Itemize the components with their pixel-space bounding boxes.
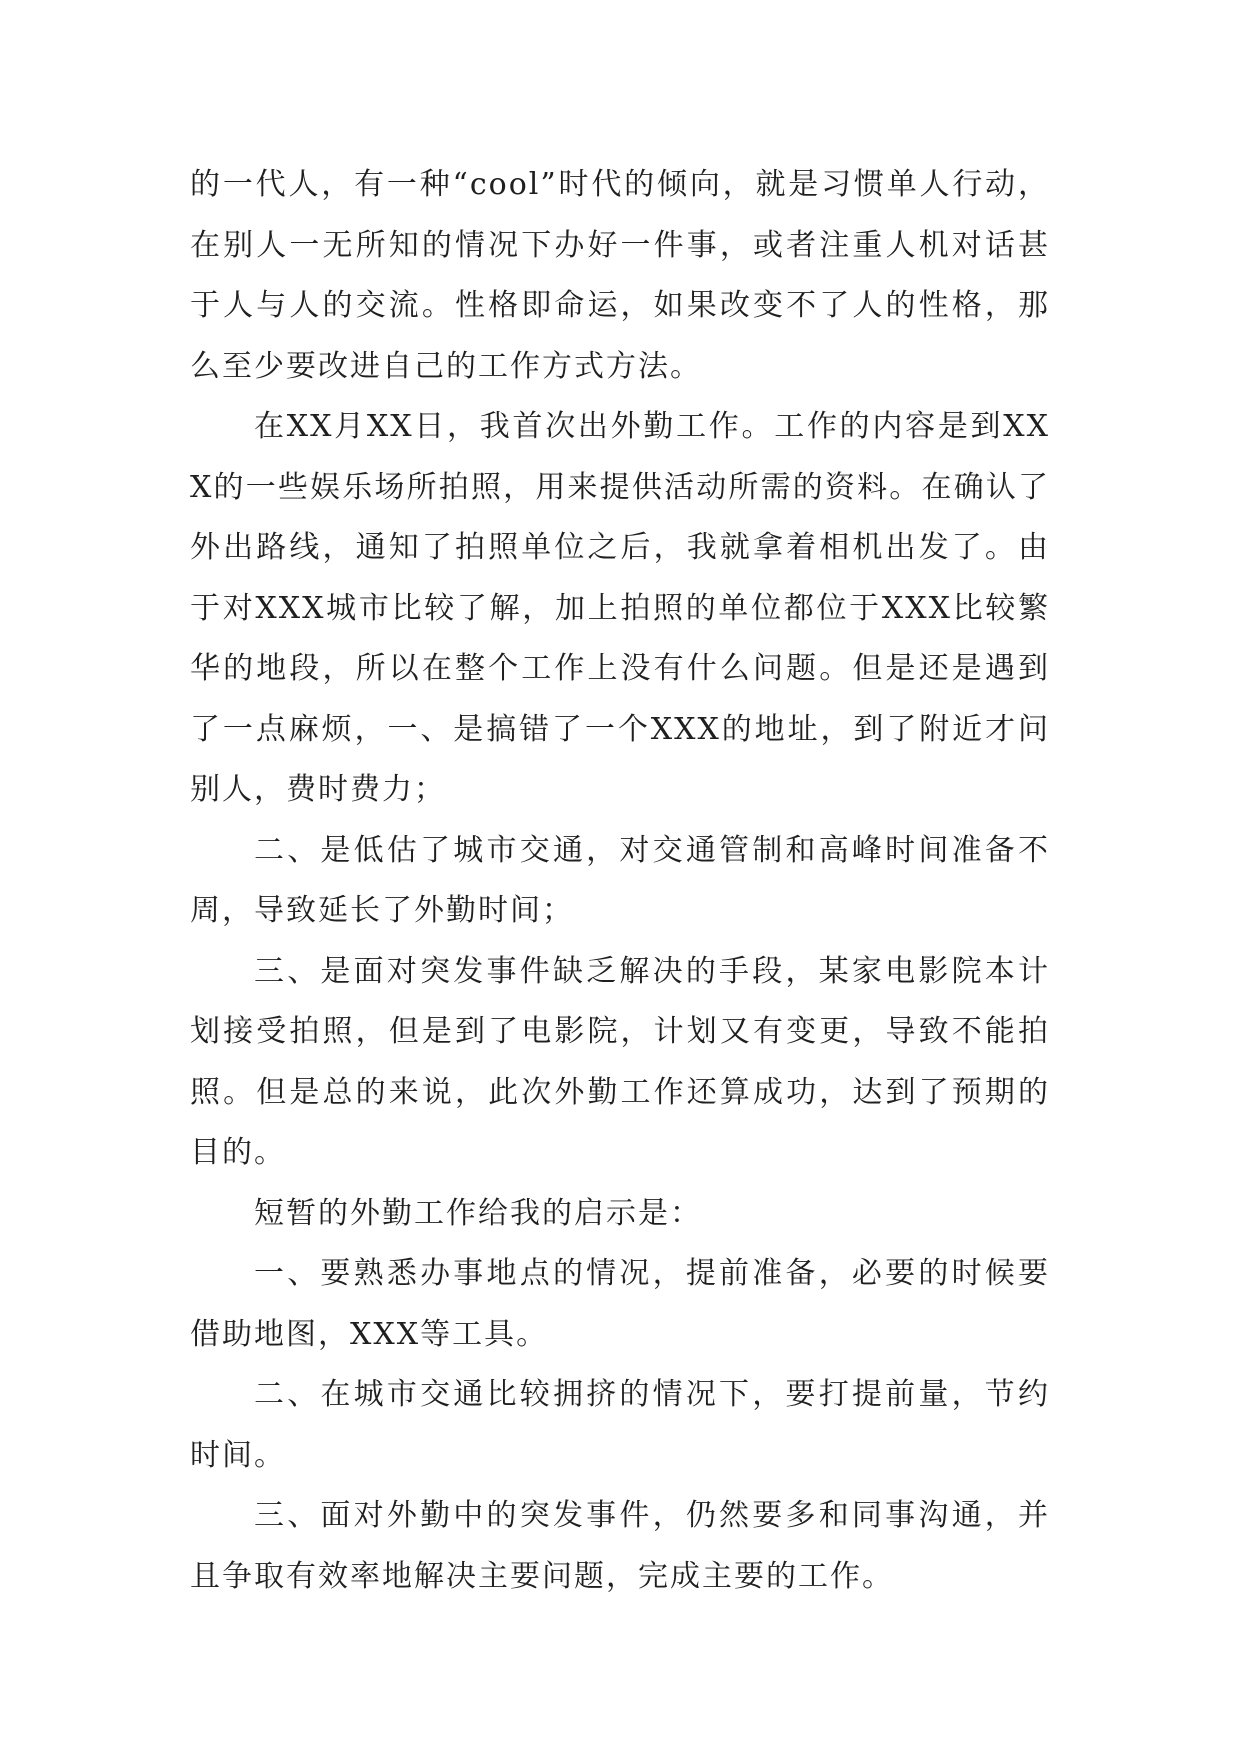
paragraph-5: 短暂的外勤工作给我的启示是：: [254, 1195, 702, 1231]
document-body: [190, 155, 1050, 1607]
paragraph-4: 三、是面对突发事件缺乏解决的手段，某家电影院本计划接受拍照，但是到了电影院，计划又有变更，导致不能拍照。但是总的来说，此次外勤工作还算成功，达到了预期的目的。: [190, 953, 1050, 1170]
paragraph-3: 二、是低估了城市交通，对交通管制和高峰时间准备不周，导致延长了外勤时间；: [190, 832, 1050, 928]
paragraph-7: 二、在城市交通比较拥挤的情况下，要打提前量，节约时间。: [190, 1377, 1050, 1473]
paragraph-8: 三、面对外勤中的突发事件，仍然要多和同事沟通，并且争取有效率地解决主要问题，完成主要的工作。: [190, 1498, 1050, 1594]
paragraph-6: 一、要熟悉办事地点的情况，提前准备，必要的时候要借助地图，XXX等工具。: [190, 1256, 1050, 1352]
paragraph-2: 在XX月XX日，我首次出外勤工作。工作的内容是到XXX的一些娱乐场所拍照，用来提供活动所需的资料。在确认了外出路线，通知了拍照单位之后，我就拿着相机出发了。由于对XXX城市比较了解，加上拍照的单位都位于XXX比较繁华的地段，所以在整个工作上没有什么问题。但是还是遇到了一点麻烦，一、是搞错了一个XXX的地址，到了附近才问别人，费时费力；: [190, 409, 1050, 807]
paragraph-1: 的一代人，有一种“cool”时代的倾向，就是习惯单人行动，在别人一无所知的情况下办好一件事，或者注重人机对话甚于人与人的交流。性格即命运，如果改变不了人的性格，那么至少要改进自己的工作方式方法。: [190, 167, 1050, 384]
